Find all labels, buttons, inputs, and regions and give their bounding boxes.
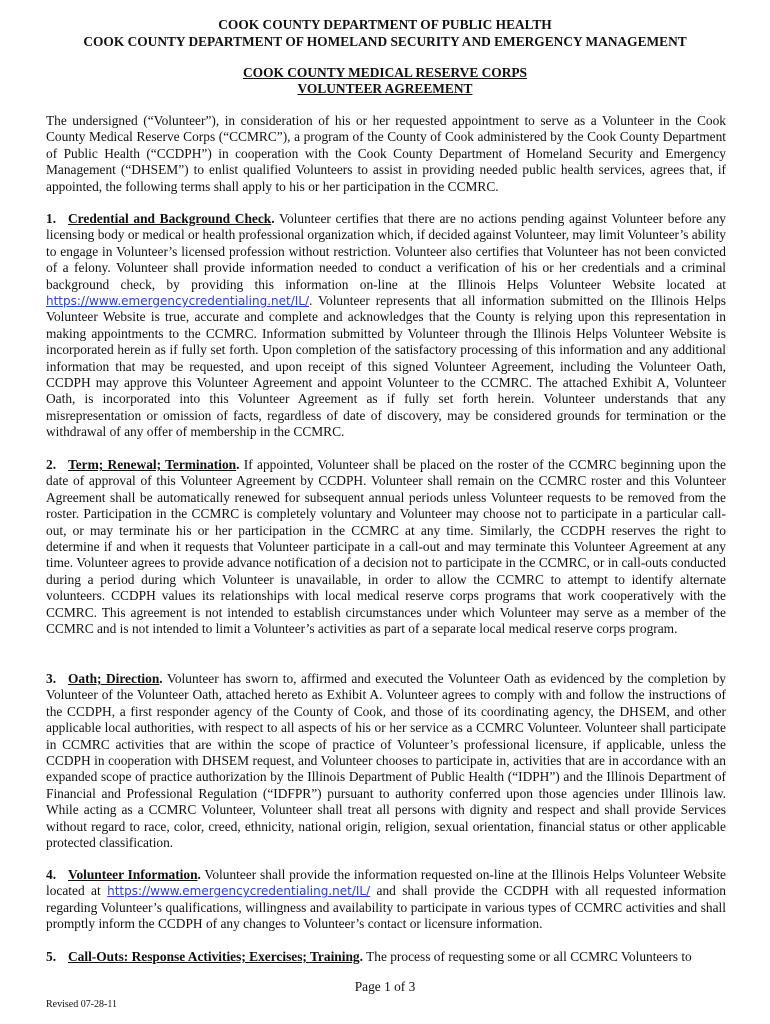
section-3: 3. Oath; Direction. Volunteer has sworn to, affirmed and executed the Volunteer Oath as evidenced by the completion by Volunteer of the Volunteer Oath, attached hereto as Exhibit A. Volunteer agrees to comply with and follow the instructions of the CCDPH, a first responder agency of the County of Cook, and those of its coordinating agency, the DHSEM, and other applicable local authorities, with respect to all aspects of his or her service as a CCMRC Volunteer. Volunteer shall participate in CCMRC activities that are within the scope of practice of Volunteer’s professional licensure, if applicable, unless the CCDPH in cooperation with DHSEM request, and Volunteer chooses to participate in, activities that are in accordance with an expanded scope of practice authorization by the Illinois Department of Public Health (“IDPH”) and the Illinois Department of Financial and Professional Regulation (“IDFPR”) pursuant to authority conferred upon those agencies under Illinois law. While acting as a CCMRC Volunteer, Volunteer shall treat all persons with dignity and respect and shall provide Services without regard to race, color, creed, ethnicity, national origin, religion, sexual orientation, financial status or other applicable protected classification. — [46, 671, 726, 851]
revision-date: Revised 07-28-11 — [46, 999, 118, 1010]
section-1: 1. Credential and Background Check. Volunteer certifies that there are no actions pending against Volunteer before any licensing body or medical or health professional organization which, if decided against Volunteer, may limit Volunteer’s ability to engage in Volunteer’s licensed profession without restriction. Volunteer also certifies that Volunteer has not been convicted of a felony. Volunteer shall provide information needed to conduct a verification of his or her credentials and a criminal background check, by providing this information on-line at the Illinois Helps Volunteer Website located at https://www.emergencycredentialing.net/IL/. Volunteer represents that all information submitted on the Illinois Helps Volunteer Website is true, accurate and complete and acknowledges that the County is relying upon this representation in making appointments to the CCMRC. Information submitted by Volunteer through the Illinois Helps Volunteer Website is incorporated herein as if fully set forth. Upon completion of the satisfactory processing of this information and any additional information that may be requested, and upon receipt of this signed Volunteer Agreement, including the Volunteer Oath, CCDPH may approve this Volunteer Agreement and appoint Volunteer to the CCMRC. The attached Exhibit A, Volunteer Oath, is incorporated into this Volunteer Agreement as if fully set forth herein. Volunteer understands that any misrepresentation or omission of facts, regardless of date of discovery, may be considered grounds for termination or the withdrawal of any offer of membership in the CCMRC. — [46, 211, 727, 440]
document-title-line-2: VOLUNTEER AGREEMENT — [297, 81, 473, 96]
section-4: 4. Volunteer Information. Volunteer shall provide the information requested on-line at the Illinois Helps Volunteer Website located at https://www.emergencycredentialing.net/IL/ and shall provide the CCDPH with all requested information regarding Volunteer’s qualifications, willingness and availability to participate in various types of CCMRC activities and shall promptly inform the CCDPH of any changes to Volunteer’s contact or licensure information. — [46, 867, 726, 932]
section-2: 2. Term; Renewal; Termination. If appointed, Volunteer shall be placed on the roster of the CCMRC beginning upon the date of approval of this Volunteer Agreement by CCDPH. Volunteer shall remain on the CCMRC roster and this Volunteer Agreement shall be automatically renewed for subsequent annual periods unless Volunteer requests to be removed from the roster. Participation in the CCMRC is completely voluntary and Volunteer may choose not to participate in a particular call-out, or may terminate his or her participation in the CCMRC at any time. Similarly, the CCDPH reserves the right to determine if and when it requests that Volunteer participate in a call-out and may terminate this Volunteer Agreement at any time. Volunteer agrees to provide advance notification of a decision not to participate in the CCMRC, or in call-outs conducted during a period during which Volunteer is unavailable, in order to allow the CCMRC to attempt to identify alternate volunteers. CCDPH values its relationships with local medical reserve corps programs that work cooperatively with the CCMRC. This agreement is not intended to establish circumstances under which Volunteer may serve as a member of the CCMRC and is not intended to limit a Volunteer’s activities as part of a separate local medical reserve corps program. — [46, 457, 727, 637]
header-line-2: COOK COUNTY DEPARTMENT OF HOMELAND SECURITY AND EMERGENCY MANAGEMENT — [83, 34, 687, 49]
section-2-number: 2. — [46, 457, 57, 472]
header-line-1: COOK COUNTY DEPARTMENT OF PUBLIC HEALTH — [218, 17, 552, 32]
section-3-text: Volunteer has sworn to, affirmed and executed the Volunteer Oath as evidenced by the completion by Volunteer of the Volunteer Oath, attached hereto as Exhibit A. Volunteer agrees to comply with and follow the instructions of the CCDPH, a first responder agency of the County of Cook, and those of its coordinating agency, the DHSEM, and other applicable local authorities, with respect to all aspects of his or her service as a CCMRC Volunteer. Volunteer shall participate in CCMRC activities that are within the scope of practice of Volunteer’s professional licensure, if applicable, unless the CCDPH in cooperation with DHSEM request, and Volunteer chooses to participate in, activities that are in accordance with an expanded scope of practice authorization by the Illinois Department of Public Health (“IDPH”) and the Illinois Department of Financial and Professional Regulation (“IDFPR”) pursuant to authority conferred upon those agencies under Illinois law. While acting as a CCMRC Volunteer, Volunteer shall treat all persons with dignity and respect and shall provide Services without regard to race, color, creed, ethnicity, national origin, religion, sexual orientation, financial status or other applicable protected classification. — [46, 671, 726, 851]
document-title-line-1: COOK COUNTY MEDICAL RESERVE CORPS — [243, 65, 527, 80]
section-1-text-a: Volunteer certifies that there are no actions pending against Volunteer before any licensing body or medical or health professional organization which, if decided against Volunteer, may limit Volunteer’s ability to engage in Volunteer’s licensed profession without restriction. Volunteer also certifies that Volunteer has not been convicted of a felony. Volunteer shall provide information needed to conduct a verification of his or her credentials and a criminal background check, by providing this information on-line at the Illinois Helps Volunteer Website located at — [46, 211, 727, 292]
page-number: Page 1 of 3 — [354, 979, 416, 994]
section-5: 5. Call-Outs: Response Activities; Exercises; Training. The process of requesting some or all CCMRC Volunteers to — [46, 949, 692, 964]
section-2-text: If appointed, Volunteer shall be placed on the roster of the CCMRC beginning upon the date of approval of this Volunteer Agreement by CCDPH. Volunteer shall remain on the CCMRC roster and this Volunteer Agreement shall be automatically renewed for subsequent annual periods unless Volunteer requests to be removed from the roster. Participation in the CCMRC is completely voluntary and Volunteer may choose not to participate in a particular call-out, or may terminate his or her participation in the CCMRC at any time. Similarly, the CCDPH reserves the right to determine if and when it requests that Volunteer participate in a call-out and may terminate this Volunteer Agreement at any time. Volunteer agrees to provide advance notification of a decision not to participate in the CCMRC, or in call-outs conducted during a period during which Volunteer is unavailable, in order to allow the CCMRC to attempt to identify alternate volunteers. CCDPH values its relationships with local medical reserve corps programs that work cooperatively with the CCMRC. This agreement is not intended to establish circumstances under which Volunteer may serve as a member of the CCMRC and is not intended to limit a Volunteer’s activities as part of a separate local medical reserve corps program. — [46, 457, 727, 637]
section-1-heading: Credential and Background Check — [68, 211, 272, 226]
section-4-number: 4. — [46, 867, 57, 882]
section-1-number: 1. — [46, 211, 57, 226]
section-3-heading: Oath; Direction — [68, 671, 160, 686]
section-4-heading: Volunteer Information — [68, 867, 198, 882]
section-1-text-b: . Volunteer represents that all information submitted on the Illinois Helps Volunteer Website is true, accurate and complete and acknowledges that the County is relying upon this representation in making appointments to the CCMRC. Information submitted by Volunteer through the Illinois Helps Volunteer Website is incorporated herein as if fully set forth. Upon completion of the satisfactory processing of this information and any additional information that may be requested, and upon receipt of this signed Volunteer Agreement, including the Volunteer Oath, CCDPH may approve this Volunteer Agreement and appoint Volunteer to the CCMRC. The attached Exhibit A, Volunteer Oath, is incorporated into this Volunteer Agreement as if fully set forth herein. Volunteer understands that any misrepresentation or omission of facts, regardless of date of discovery, may be considered grounds for termination or the withdrawal of any offer of membership in the CCMRC. — [46, 293, 726, 440]
section-2-heading: Term; Renewal; Termination — [68, 457, 237, 472]
section-5-text: The process of requesting some or all CCMRC Volunteers to — [362, 949, 692, 964]
credentialing-link-2[interactable]: https://www.emergencycredentialing.net/IL/ — [107, 884, 371, 899]
section-5-number: 5. — [46, 949, 57, 964]
section-3-number: 3. — [46, 671, 57, 686]
credentialing-link-1[interactable]: https://www.emergencycredentialing.net/IL/ — [46, 294, 310, 309]
section-4-text-b: and shall provide the CCDPH with all requested information regarding Volunteer’s qualifications, willingness and availability to participate in various types of CCMRC activities and shall promptly inform the CCDPH of any changes to Volunteer’s contact or licensure information. — [46, 883, 726, 932]
intro-paragraph: The undersigned (“Volunteer”), in consideration of his or her requested appointment to serve as a Volunteer in the Cook County Medical Reserve Corps (“CCMRC”), a program of the County of Cook administered by the Cook County Department of Public Health (“CCDPH”) in cooperation with the Cook County Department of Homeland Security and Emergency Management (“DHSEM”) to enlist qualified Volunteers to assist in providing needed public health services, agrees that, if appointed, the following terms shall apply to his or her participation in the CCMRC. — [46, 113, 726, 194]
section-4-text-a: Volunteer shall provide the information requested on-line at the Illinois Helps Volunteer Website located at — [46, 867, 726, 899]
section-5-heading: Call-Outs: Response Activities; Exercises; Training — [68, 949, 360, 964]
